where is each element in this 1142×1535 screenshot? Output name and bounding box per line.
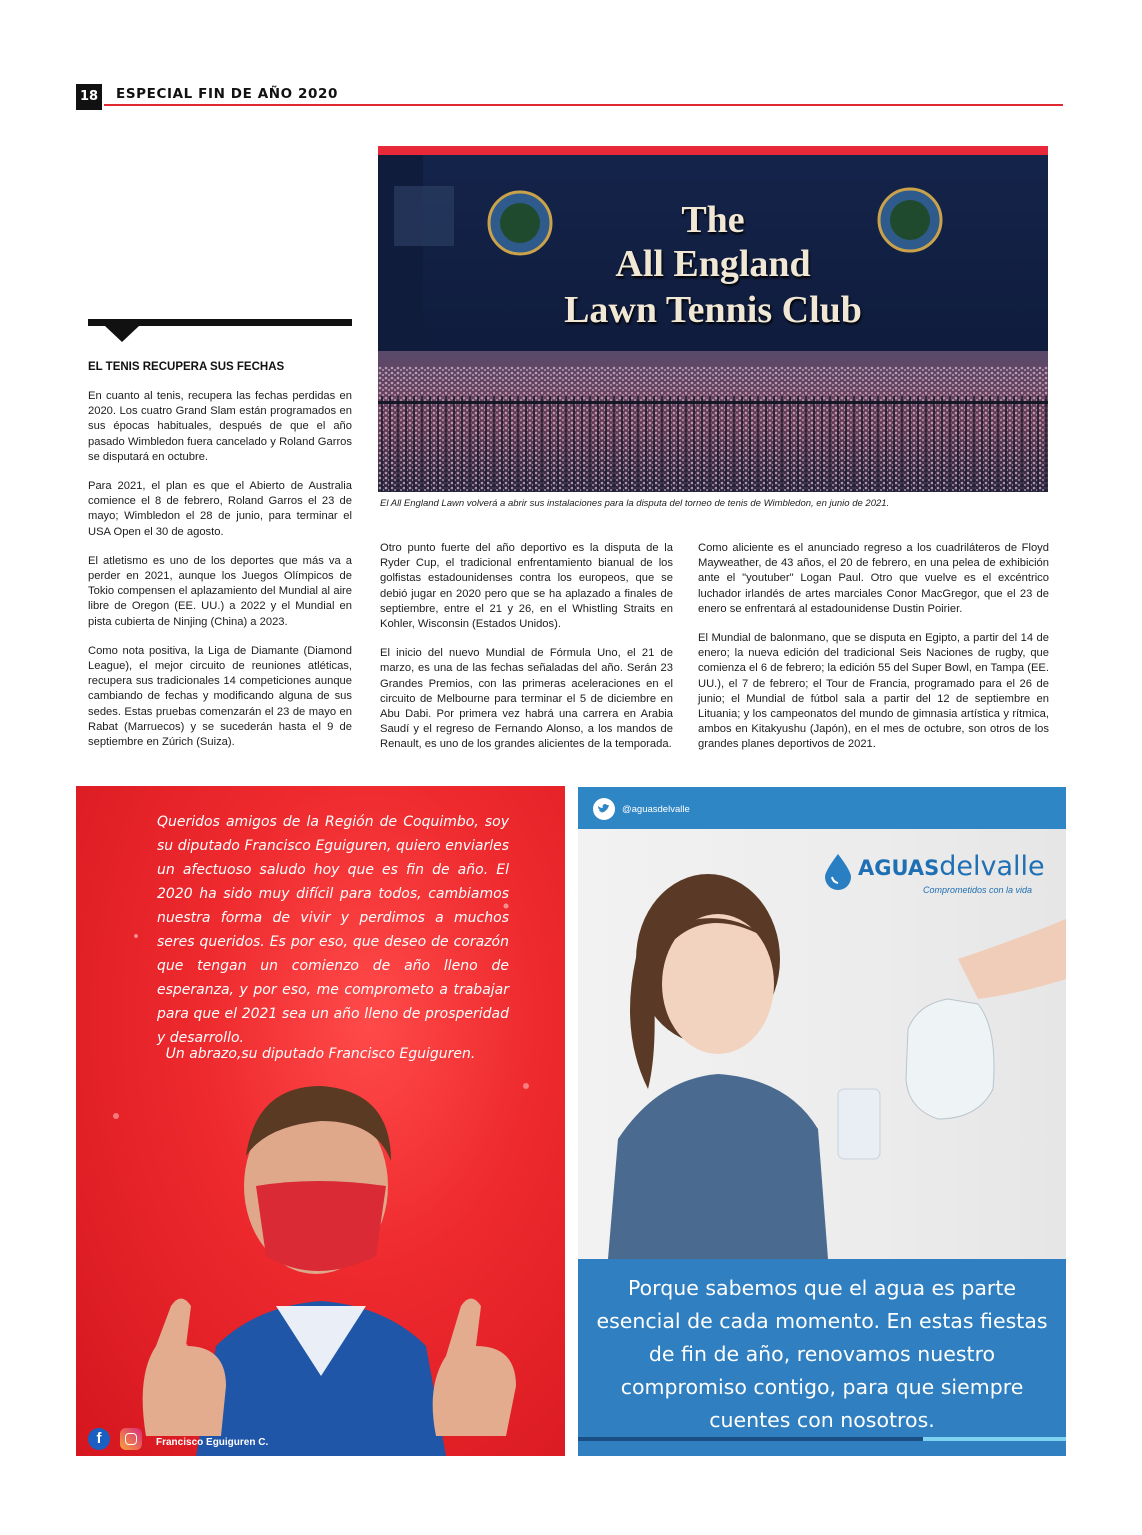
paragraph: El atletismo es uno de los deportes que más va a perder en 2021, aunque los Juegos Olímpicos de Tokio compensen el aplazamiento del Mundial al aire libre de Oregon (EE. UU.) a 2022 y el Mundial en pista cubierta de Ninjing (China) a 2023. xyxy=(88,554,352,628)
brand-tagline: Comprometidos con la vida xyxy=(923,885,1033,895)
article-column-2 xyxy=(380,541,673,767)
brand-logo xyxy=(858,851,1045,882)
section-marker-notch xyxy=(105,326,139,342)
article-column-1 xyxy=(88,389,352,764)
hero-photo xyxy=(378,146,1048,492)
paragraph: El inicio del nuevo Mundial de Fórmula Uno, el 21 de marzo, es una de las fechas señaladas del año. Serán 23 Grandes Premios, con las primeras aceleraciones en el circuito de Melbourne para terminar el 5 de diciembre en Abu Dabi. Por primera vez habrá una carrera en Arabia Saudí y el regreso de Fernando Alonso, a los mandos de Renault, es uno de los grandes alicientes de la temporada. xyxy=(380,647,673,751)
sign-line-1: The xyxy=(681,199,745,241)
section-title: ESPECIAL FIN DE AÑO 2020 xyxy=(116,86,339,102)
ad-aguas-message: Porque sabemos que el agua es parte esencial de cada momento. En estas fiestas de fin de año, renovamos nuestro compromiso contigo, para que siempre cuentes con nosotros. xyxy=(596,1276,1048,1432)
photo-caption: El All England Lawn volverá a abrir sus instalaciones para la disputa del torneo de tenis de Wimbledon, en junio de 2021. xyxy=(380,498,890,509)
ad-aguas-del-valle xyxy=(578,787,1066,1456)
ad-girl-photo xyxy=(578,829,1066,1259)
brand-name-part1: AGUAS xyxy=(858,856,940,880)
ad-politician-message: Queridos amigos de la Región de Coquimbo, soy su diputado Francisco Eguiguren, quiero enviarles un afectuoso saludo hoy que es fin de año. El 2020 ha sido muy difícil para todos, cambiamos nuestra forma de vivir y perdimos a muchos seres queridos. Es por eso, que deseo de corazón que tengan un comienzo de año lleno de esperanza, y por eso, me comprometo a trabajar para que el 2021 sea un año lleno de prosperidad y desarrollo. xyxy=(157,814,509,1046)
paragraph: Otro punto fuerte del año deportivo es la disputa de la Ryder Cup, el tradicional enfrentamiento bianual de los golfistas estadounidenses contra los europeos, que se debió jugar en 2020 pero que se ha aplazado a finales de septiembre, entre el 21 y 26, en el Whistling Straits en Kohler, Wisconsin (Estados Unidos). xyxy=(380,542,673,631)
social-handle: Francisco Eguiguren C. xyxy=(156,1437,269,1448)
header-rule xyxy=(104,104,1063,106)
paragraph: El Mundial de balonmano, que se disputa en Egipto, a partir del 14 de enero; la nueva edición del tradicional Seis Naciones de rugby, que comienza el 6 de febrero; la edición 55 del Super Bowl, en Tampa (EE. UU.), el 7 de febrero; el Tour de Francia, programado para el 26 de junio; el Mundial de fútbol sala a partir del 12 de septiembre en Lituania; y los campeonatos del mundo de gimnasia artística y rítmica, ambos en Kitakyushu (Japón), en el mes de octubre, son otros de los grandes planes deportivos de 2021. xyxy=(698,632,1049,751)
paragraph: En cuanto al tenis, recupera las fechas perdidas en 2020. Los cuatro Grand Slam están programados en sus épocas habituales, después de que el año pasado Wimbledon fuera cancelado y Roland Garros se disputará en octubre. xyxy=(88,390,352,463)
paragraph: Como aliciente es el anunciado regreso a los cuadriláteros de Floyd Mayweather, de 43 años, el 20 de febrero, en una pelea de exhibición ante el "youtuber" Logan Paul. Otro que vuelve es el excéntrico luchador irlandés de artes marciales Conor MacGregor, que el 23 de enero se enfrentará al estadounidense Dustin Poirier. xyxy=(698,542,1049,615)
water-drop-icon xyxy=(818,851,858,891)
twitter-icon[interactable] xyxy=(593,798,615,820)
section-marker-bar xyxy=(88,319,352,326)
sign-line-2: All England xyxy=(615,243,811,285)
article-heading: EL TENIS RECUPERA SUS FECHAS xyxy=(88,361,285,373)
instagram-icon[interactable] xyxy=(120,1428,142,1450)
hero-accent-bar xyxy=(378,146,1048,155)
ad-message-panel xyxy=(578,1259,1066,1456)
twitter-handle: @aguasdelvalle xyxy=(622,804,690,815)
ad-topbar xyxy=(578,787,1066,829)
page-number: 18 xyxy=(76,84,102,110)
panel-accent-line xyxy=(578,1437,923,1441)
ad-politician xyxy=(76,786,565,1456)
facebook-icon[interactable]: f xyxy=(88,1428,110,1450)
brand-name-part2: delvalle xyxy=(939,851,1045,882)
paragraph: Como nota positiva, la Liga de Diamante (Diamond League), el mejor circuito de reuniones atléticas, recupera sus tradicionales 14 competiciones aunque cambiando de fechas y modificando alguna de sus sedes. Estas pruebas comenzarán el 23 de mayo en Rabat (Marruecos) y se sucederán hasta el 9 de septiembre en Zúrich (Suiza). xyxy=(88,644,352,749)
article-column-3 xyxy=(698,541,1049,767)
paragraph: Para 2021, el plan es que el Abierto de Australia comience el 8 de febrero, Roland Garros el 23 de mayo; Wimbledon el 28 de junio, para terminar el USA Open el 30 de agosto. xyxy=(88,480,352,538)
panel-accent-line-light xyxy=(923,1437,1066,1441)
sign-line-3: Lawn Tennis Club xyxy=(564,289,862,331)
ad-politician-signature: Un abrazo,su diputado Francisco Eguiguren. xyxy=(165,1046,476,1062)
